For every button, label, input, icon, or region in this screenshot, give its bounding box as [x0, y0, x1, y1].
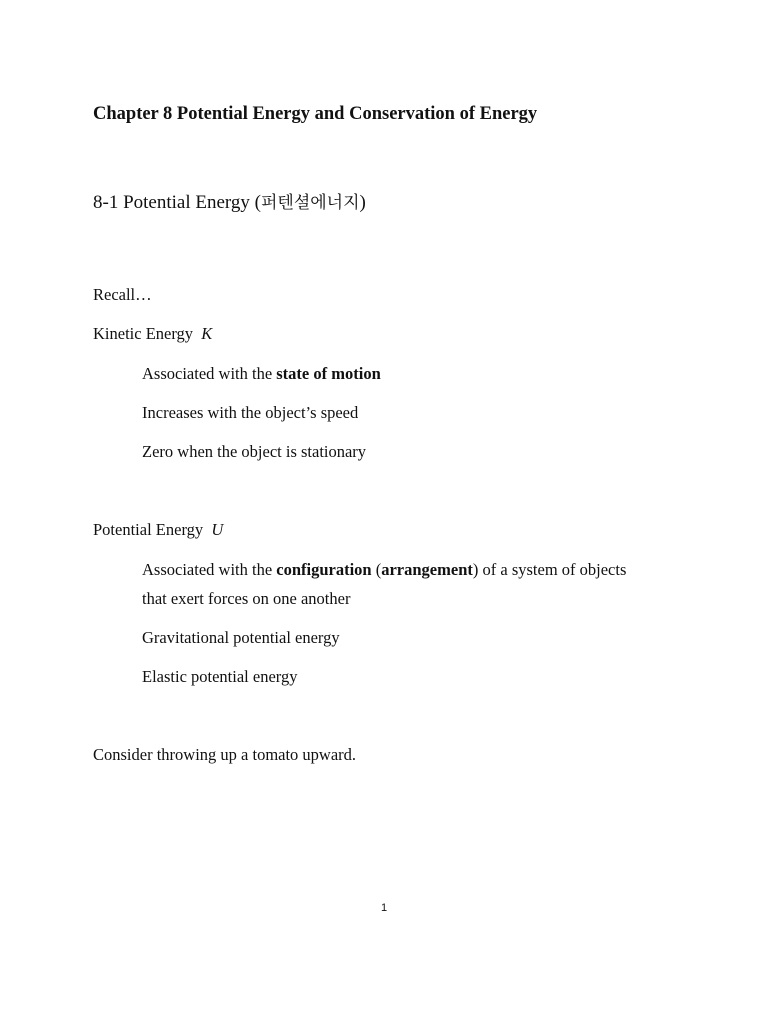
potential-item-text: Associated with the: [142, 560, 277, 579]
potential-item-bold: configuration: [276, 560, 372, 579]
recall-label: Recall…: [93, 285, 152, 304]
section-korean-term: 퍼텐셜에너지: [260, 193, 360, 213]
kinetic-item-bold: state of motion: [276, 364, 381, 383]
kinetic-item: Increases with the object’s speed: [142, 403, 359, 422]
kinetic-item: Zero when the object is stationary: [142, 442, 367, 461]
kinetic-energy-label: Kinetic Energy: [93, 324, 194, 343]
potential-item: Gravitational potential energy: [142, 628, 340, 647]
potential-item-bold: arrangement: [381, 560, 473, 579]
page-number: 1: [380, 902, 388, 914]
section-close-paren: ): [359, 192, 366, 213]
kinetic-energy-symbol: K: [201, 324, 213, 343]
chapter-title: Chapter 8 Potential Energy and Conservation of Energy: [93, 104, 538, 124]
potential-item-continuation: that exert forces on one another: [142, 589, 351, 608]
potential-item-text: ) of a system of objects: [472, 560, 627, 579]
kinetic-item: [142, 364, 381, 384]
potential-energy-heading: [93, 520, 223, 540]
consider-paragraph: Consider throwing up a tomato upward.: [93, 745, 357, 764]
potential-item: [142, 560, 626, 580]
potential-item-text: (: [371, 560, 382, 579]
potential-energy-label: Potential Energy: [93, 520, 204, 539]
potential-energy-symbol: U: [211, 520, 224, 539]
kinetic-item-text: Associated with the: [142, 364, 277, 383]
section-number-title: 8-1 Potential Energy (: [93, 192, 261, 213]
section-title: [93, 193, 366, 213]
kinetic-energy-heading: [93, 324, 212, 344]
potential-item: Elastic potential energy: [142, 667, 298, 686]
